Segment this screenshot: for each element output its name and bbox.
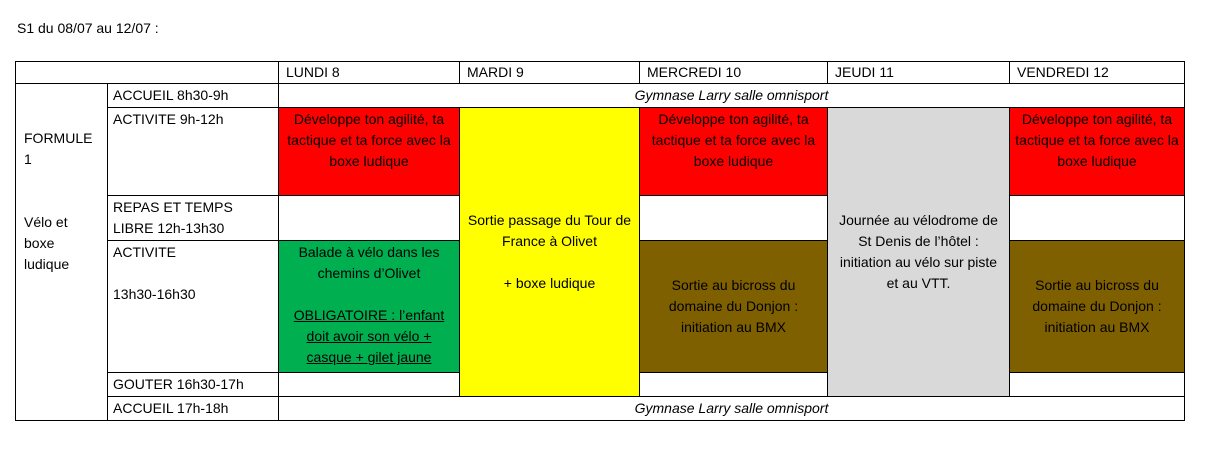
slot-activite-afternoon [108, 241, 279, 373]
tour-de-france-cell [460, 108, 640, 397]
gymnase-morning-cell: Gymnase Larry salle omnisport [279, 84, 1185, 108]
header-row [16, 62, 1185, 84]
formule-cell [16, 84, 108, 421]
bicross-mercredi-cell: Sortie au bicross du domaine du Donjon : initiation au BMX [640, 241, 828, 373]
schedule-table [15, 61, 1185, 421]
slot-activite-afternoon-line2: 13h30-16h30 [113, 286, 196, 302]
bicross-vendredi-cell: Sortie au bicross du domaine du Donjon : initiation au BMX [1010, 241, 1185, 373]
row-accueil-evening [16, 397, 1185, 421]
day-header-mardi: MARDI 9 [460, 62, 640, 84]
slot-accueil-evening: ACCUEIL 17h-18h [108, 397, 279, 421]
slot-gouter: GOUTER 16h30-17h [108, 373, 279, 397]
row-accueil-morning [16, 84, 1185, 108]
slot-activite-afternoon-line1: ACTIVITE [113, 244, 177, 260]
boxe-vendredi-cell: Développe ton agilité, ta tactique et ta force avec la boxe ludique [1010, 108, 1185, 196]
gouter-lundi-empty [279, 373, 460, 397]
row-activite-morning [16, 108, 1185, 196]
repas-vendredi-empty [1010, 196, 1185, 241]
boxe-mercredi-cell: Développe ton agilité, ta tactique et ta force avec la boxe ludique [640, 108, 828, 196]
slot-repas [108, 196, 279, 241]
balade-lundi-cell [279, 241, 460, 373]
slot-repas-line2: LIBRE 12h-13h30 [113, 220, 225, 236]
page-heading: S1 du 08/07 au 12/07 : [17, 20, 159, 36]
formule-subtitle-line1: Vélo et [24, 214, 68, 230]
slot-repas-line1: REPAS ET TEMPS [113, 199, 233, 215]
balade-line2: OBLIGATOIRE : l’enfant doit avoir son vélo + casque + gilet jaune [293, 307, 445, 365]
gouter-mercredi-empty [640, 373, 828, 397]
formule-subtitle-line3: ludique [24, 256, 70, 272]
header-empty-cell [16, 62, 279, 84]
gymnase-evening-cell: Gymnase Larry salle omnisport [279, 397, 1185, 421]
formule-title-line2: 1 [24, 151, 32, 167]
balade-line1: Balade à vélo dans les chemins d’Olivet [298, 244, 440, 281]
boxe-lundi-cell: Développe ton agilité, ta tactique et ta force avec la boxe ludique [279, 108, 460, 196]
repas-lundi-empty [279, 196, 460, 241]
formule-subtitle-line2: boxe [24, 235, 55, 251]
day-header-jeudi: JEUDI 11 [828, 62, 1010, 84]
formule-title-line1: FORMULE [24, 130, 93, 146]
day-header-mercredi: MERCREDI 10 [640, 62, 828, 84]
repas-mercredi-empty [640, 196, 828, 241]
velodrome-cell: Journée au vélodrome de St Denis de l’hôtel : initiation au vélo sur piste et au VTT. [828, 108, 1010, 397]
day-header-vendredi: VENDREDI 12 [1010, 62, 1185, 84]
tour-line1: Sortie passage du Tour de France à Olivet [467, 212, 632, 249]
gouter-vendredi-empty [1010, 373, 1185, 397]
slot-activite-morning: ACTIVITE 9h-12h [108, 108, 279, 196]
slot-accueil-morning: ACCUEIL 8h30-9h [108, 84, 279, 108]
day-header-lundi: LUNDI 8 [279, 62, 460, 84]
tour-line2: + boxe ludique [503, 275, 596, 291]
